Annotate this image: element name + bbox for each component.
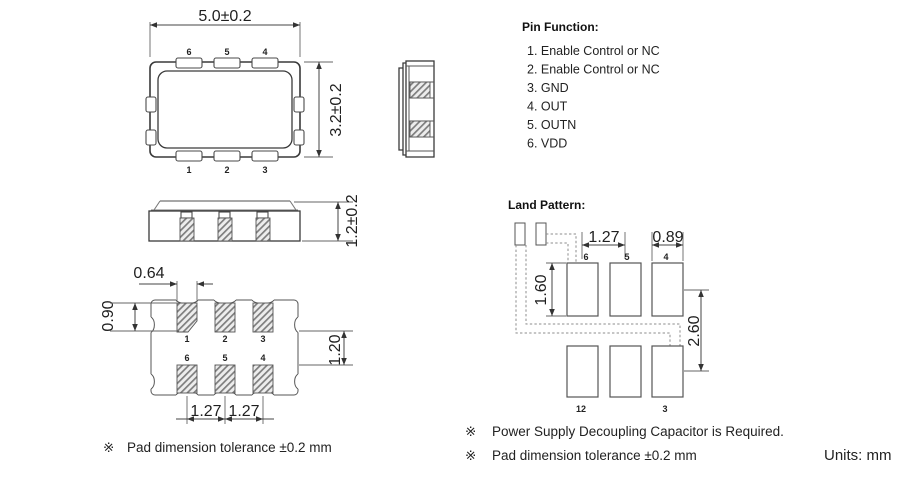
bottom-view-drawing [100, 265, 353, 455]
note-marker: ※ [103, 440, 115, 455]
dim-label-lp-pitch: 1.27 [588, 229, 620, 246]
pin-label: 5 [624, 252, 630, 262]
pin-function-item: 1. Enable Control or NC [527, 44, 660, 58]
decoupling-trace [546, 234, 576, 262]
land-pad [652, 263, 683, 316]
bottom-pad-4 [253, 365, 273, 393]
castellation-notch [176, 151, 202, 161]
dim-label-pitch: 1.27 [190, 403, 222, 420]
castellation-notch [146, 97, 156, 112]
front-view-drawing [149, 194, 361, 247]
pin-function-item: 2. Enable Control or NC [527, 62, 660, 77]
pin-label: 2 [224, 165, 230, 175]
decoupling-trace [546, 243, 568, 262]
castellation-notch [257, 212, 268, 218]
front-pad [256, 218, 270, 241]
dim-label-package-width: 5.0±0.2 [198, 8, 252, 25]
land-pad [610, 263, 641, 316]
pin-label: 3 [260, 334, 266, 344]
pin-label: 2 [222, 334, 228, 344]
pin-function-item: 5. OUTN [527, 118, 577, 132]
bottom-pad-3 [253, 303, 273, 332]
package-body-top-view [150, 62, 300, 157]
pin-label: 3 [662, 404, 668, 414]
dim-label-package-height: 3.2±0.2 [328, 83, 345, 137]
capacitor-pad [536, 223, 546, 245]
note-marker: ※ [465, 424, 477, 439]
castellation-notch [219, 212, 230, 218]
pin-function-item: 6. VDD [527, 136, 568, 151]
footer-notes [465, 424, 892, 464]
bottom-pad-1 [177, 303, 197, 332]
pin-label: 6 [583, 252, 589, 262]
pad-tolerance-note: Pad dimension tolerance ±0.2 mm [127, 440, 332, 455]
front-pad [218, 218, 232, 241]
pin-function-panel [522, 20, 660, 151]
pin-label: 1 [184, 334, 190, 344]
pin-label: 5 [222, 353, 228, 363]
castellation-notch [214, 151, 240, 161]
pin-label: 5 [224, 47, 230, 57]
castellation-notch [181, 212, 192, 218]
front-pad [180, 218, 194, 241]
package-lid-top-view [158, 71, 292, 148]
side-pad [410, 121, 430, 137]
pin-function-item: 4. OUT [527, 99, 568, 114]
side-pad [410, 82, 430, 98]
pin-function-item: 3. GND [527, 81, 569, 95]
land-pattern-panel [508, 198, 709, 414]
dim-label-pad-width: 0.64 [133, 265, 165, 282]
note-marker: ※ [465, 448, 477, 463]
dim-label-package-thickness: 1.2±0.2 [344, 194, 361, 248]
castellation-notch [146, 130, 156, 145]
dim-label-pad-height: 0.90 [100, 300, 117, 332]
bottom-pad-6 [177, 365, 197, 393]
pin-label: 4 [262, 47, 268, 57]
pad-tolerance-note: Pad dimension tolerance ±0.2 mm [492, 448, 697, 463]
land-pad [652, 346, 683, 397]
dim-label-lp-row-pitch: 2.60 [686, 315, 703, 347]
castellation-notch [294, 130, 304, 145]
pin-label: 6 [186, 47, 192, 57]
land-pad [567, 346, 598, 397]
pin-label: 4 [260, 353, 266, 363]
castellation-notch [252, 151, 278, 161]
bottom-pad-5 [215, 365, 235, 393]
pin-label: 4 [663, 252, 669, 262]
top-view-drawing [146, 8, 345, 175]
castellation-notch [294, 97, 304, 112]
dim-label-lp-pad-width: 0.89 [652, 229, 684, 246]
dim-label-lp-pad-height: 1.60 [533, 274, 550, 306]
land-pattern-title: Land Pattern: [508, 198, 586, 212]
pin-label: 1 [186, 165, 192, 175]
dim-label-row-gap: 1.20 [327, 334, 344, 366]
power-supply-note: Power Supply Decoupling Capacitor is Required. [492, 424, 784, 439]
capacitor-pad [515, 223, 525, 245]
castellation-notch [176, 58, 202, 68]
package-body-side-view [406, 61, 434, 157]
pin-label: 12 [575, 404, 587, 414]
pin-label: 6 [184, 353, 190, 363]
land-pad [567, 263, 598, 316]
castellation-notch [252, 58, 278, 68]
units-label: Units: mm [824, 447, 892, 464]
land-pad [610, 346, 641, 397]
pin-function-title: Pin Function: [522, 20, 599, 34]
bottom-pad-2 [215, 303, 235, 332]
pin-label: 3 [262, 165, 268, 175]
castellation-notch [214, 58, 240, 68]
side-view-drawing [399, 61, 434, 157]
dim-label-pitch: 1.27 [228, 403, 260, 420]
